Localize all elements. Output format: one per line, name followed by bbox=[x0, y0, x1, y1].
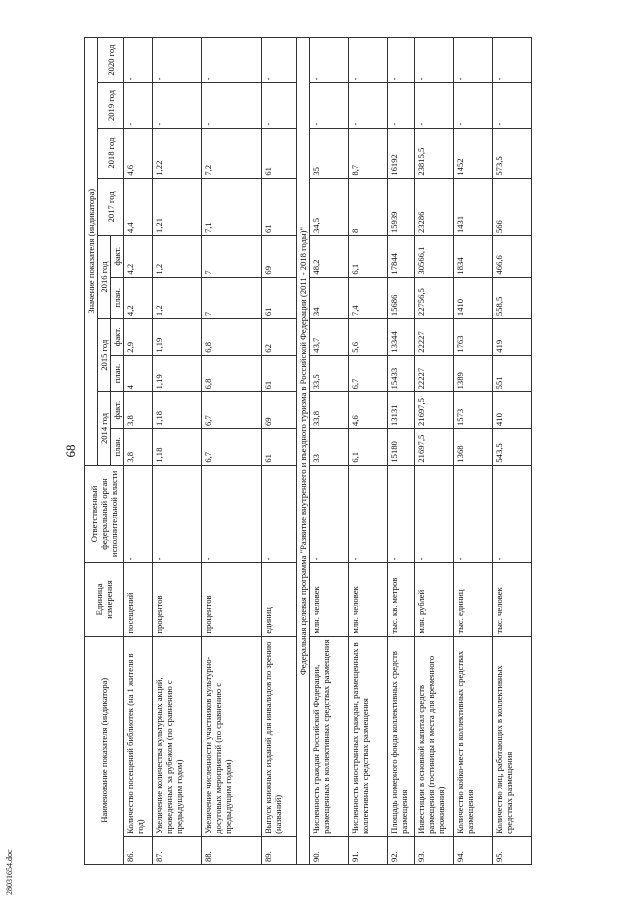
cell-2014-plan: 543,5 bbox=[493, 429, 532, 466]
row-agency: - bbox=[349, 465, 388, 563]
header-year-2020: 2020 год bbox=[98, 38, 124, 83]
cell-2015-fact: 1763 bbox=[454, 319, 493, 356]
cell-2015-plan: 15433 bbox=[388, 355, 415, 392]
cell-2015-plan: 1389 bbox=[454, 355, 493, 392]
header-values-title: Значение показателя (индикатора) bbox=[85, 38, 98, 466]
row-agency: - bbox=[124, 465, 153, 563]
cell-2016-fact: 17844 bbox=[388, 236, 415, 278]
table-row bbox=[388, 38, 415, 865]
cell-2014-plan: 1,18 bbox=[153, 429, 202, 466]
cell-2018: 8,7 bbox=[349, 128, 388, 178]
row-unit: тыс. единиц bbox=[454, 563, 493, 636]
header-year-2014: 2014 год bbox=[98, 392, 111, 465]
cell-2019: - bbox=[388, 83, 415, 128]
document-id-text: 28031654.doc bbox=[5, 849, 14, 895]
cell-2014-plan: 3,8 bbox=[124, 429, 153, 466]
row-unit: млн. человек bbox=[310, 563, 349, 636]
row-unit: единиц bbox=[262, 563, 297, 636]
cell-2015-plan: 22227 bbox=[415, 355, 454, 392]
cell-2020: - bbox=[493, 38, 532, 83]
cell-2016-plan: 4,2 bbox=[124, 277, 153, 319]
row-indicator-name: Численность граждан Российской Федерации, размещенных в коллективных средствах размещения bbox=[310, 636, 349, 836]
row-number: 88. bbox=[202, 836, 262, 864]
row-unit: процентов bbox=[202, 563, 262, 636]
page-number: 68 bbox=[63, 444, 78, 458]
table-row bbox=[124, 38, 153, 865]
cell-2014-plan: 6,7 bbox=[202, 429, 262, 466]
cell-2020: - bbox=[262, 38, 297, 83]
cell-2020: - bbox=[202, 38, 262, 83]
cell-2016-fact: 4,2 bbox=[124, 236, 153, 278]
cell-2014-plan: 1368 bbox=[454, 429, 493, 466]
cell-2016-plan: 7,4 bbox=[349, 277, 388, 319]
cell-2014-fact: 410 bbox=[493, 392, 532, 429]
cell-2016-fact: 7 bbox=[202, 236, 262, 278]
cell-2015-fact: 43,7 bbox=[310, 319, 349, 356]
cell-2019: - bbox=[202, 83, 262, 128]
cell-2014-fact: 1,18 bbox=[153, 392, 202, 429]
cell-2014-fact: 3,8 bbox=[124, 392, 153, 429]
cell-2016-plan: 61 bbox=[262, 277, 297, 319]
header-plan: план. bbox=[111, 355, 124, 392]
row-indicator-name: Увеличение численности участников культурно-досуговых мероприятий (по сравнению с предыдущим годом) bbox=[202, 636, 262, 836]
cell-2020: - bbox=[124, 38, 153, 83]
cell-2018: 1452 bbox=[454, 128, 493, 178]
header-year-2017: 2017 год bbox=[98, 178, 124, 235]
cell-2014-plan: 21697,5 bbox=[415, 429, 454, 466]
row-agency: - bbox=[262, 465, 297, 563]
cell-2016-fact: 1,2 bbox=[153, 236, 202, 278]
cell-2014-fact: 13131 bbox=[388, 392, 415, 429]
cell-2016-fact: 48,2 bbox=[310, 236, 349, 278]
cell-2016-fact: 69 bbox=[262, 236, 297, 278]
cell-2017: 566 bbox=[493, 178, 532, 235]
header-plan: план. bbox=[111, 277, 124, 319]
row-number: 91. bbox=[349, 836, 388, 864]
cell-2016-plan: 558,5 bbox=[493, 277, 532, 319]
cell-2017: 1431 bbox=[454, 178, 493, 235]
cell-2016-plan: 15686 bbox=[388, 277, 415, 319]
row-indicator-name: Количество посещений библиотек (на 1 жителя в год) bbox=[124, 636, 153, 836]
cell-2016-plan: 34 bbox=[310, 277, 349, 319]
row-agency: - bbox=[493, 465, 532, 563]
row-indicator-name: Количество лиц, работающих в коллективных средствах размещения bbox=[493, 636, 532, 836]
cell-2020: - bbox=[349, 38, 388, 83]
cell-2014-fact: 69 bbox=[262, 392, 297, 429]
header-year-2016: 2016 год bbox=[98, 236, 111, 319]
cell-2016-fact: 466,6 bbox=[493, 236, 532, 278]
cell-2018: 1,22 bbox=[153, 128, 202, 178]
table-row bbox=[493, 38, 532, 865]
cell-2020: - bbox=[388, 38, 415, 83]
row-number: 90. bbox=[310, 836, 349, 864]
cell-2018: 4,6 bbox=[124, 128, 153, 178]
cell-2019: - bbox=[310, 83, 349, 128]
header-unit: Единица измерения bbox=[85, 563, 124, 636]
cell-2015-plan: 61 bbox=[262, 355, 297, 392]
cell-2015-fact: 13344 bbox=[388, 319, 415, 356]
cell-2018: 573,5 bbox=[493, 128, 532, 178]
header-fact: факт. bbox=[111, 236, 124, 278]
header-plan: план. bbox=[111, 429, 124, 466]
table-row bbox=[153, 38, 202, 865]
cell-2015-fact: 62 bbox=[262, 319, 297, 356]
cell-2016-plan: 1410 bbox=[454, 277, 493, 319]
table-row bbox=[349, 38, 388, 865]
cell-2015-plan: 33,5 bbox=[310, 355, 349, 392]
cell-2015-fact: 1,19 bbox=[153, 319, 202, 356]
cell-2020: - bbox=[415, 38, 454, 83]
cell-2020: - bbox=[310, 38, 349, 83]
table-row bbox=[202, 38, 262, 865]
cell-2015-plan: 1,19 bbox=[153, 355, 202, 392]
row-indicator-name: Увеличение количества культурных акций, проведенных за рубежом (по сравнению с предыдущим годом) bbox=[153, 636, 202, 836]
cell-2014-plan: 61 bbox=[262, 429, 297, 466]
cell-2016-plan: 7 bbox=[202, 277, 262, 319]
row-number: 89. bbox=[262, 836, 297, 864]
row-number: 87. bbox=[153, 836, 202, 864]
cell-2019: - bbox=[454, 83, 493, 128]
header-year-2015: 2015 год bbox=[98, 319, 111, 392]
cell-2020: - bbox=[153, 38, 202, 83]
cell-2017: 8 bbox=[349, 178, 388, 235]
cell-2019: - bbox=[124, 83, 153, 128]
row-unit: млн. человек bbox=[349, 563, 388, 636]
cell-2018: 23815,5 bbox=[415, 128, 454, 178]
row-indicator-name: Выпуск книжных изданий для инвалидов по зрению (названий) bbox=[262, 636, 297, 836]
header-name: Наименование показателя (индикатора) bbox=[85, 636, 124, 864]
header-fact: факт. bbox=[111, 392, 124, 429]
cell-2015-fact: 6,8 bbox=[202, 319, 262, 356]
row-number: 92. bbox=[388, 836, 415, 864]
cell-2015-fact: 22227 bbox=[415, 319, 454, 356]
row-indicator-name: Площадь номерного фонда коллективных средств размещения bbox=[388, 636, 415, 836]
cell-2016-plan: 1,2 bbox=[153, 277, 202, 319]
row-number: 93. bbox=[415, 836, 454, 864]
cell-2019: - bbox=[262, 83, 297, 128]
row-agency: - bbox=[202, 465, 262, 563]
cell-2015-fact: 5,6 bbox=[349, 319, 388, 356]
cell-2018: 61 bbox=[262, 128, 297, 178]
cell-2019: - bbox=[153, 83, 202, 128]
cell-2014-plan: 15180 bbox=[388, 429, 415, 466]
row-agency: - bbox=[310, 465, 349, 563]
cell-2017: 34,5 bbox=[310, 178, 349, 235]
cell-2014-fact: 33,8 bbox=[310, 392, 349, 429]
cell-2019: - bbox=[415, 83, 454, 128]
row-indicator-name: Инвестиции в основной капитал средств размещения (гостиницы и места для временного проживания) bbox=[415, 636, 454, 836]
document-id bbox=[5, 849, 17, 895]
header-year-2019: 2019 год bbox=[98, 83, 124, 128]
cell-2015-plan: 6,7 bbox=[349, 355, 388, 392]
cell-2016-fact: 1834 bbox=[454, 236, 493, 278]
table-row bbox=[262, 38, 297, 865]
cell-2014-fact: 6,7 bbox=[202, 392, 262, 429]
cell-2015-plan: 6,8 bbox=[202, 355, 262, 392]
row-indicator-name: Количество койко-мест в коллективных средствах размещения bbox=[454, 636, 493, 836]
cell-2015-plan: 551 bbox=[493, 355, 532, 392]
cell-2016-plan: 22756,5 bbox=[415, 277, 454, 319]
row-agency: - bbox=[415, 465, 454, 563]
cell-2014-fact: 21697,5 bbox=[415, 392, 454, 429]
section-row bbox=[297, 38, 310, 865]
cell-2017: 61 bbox=[262, 178, 297, 235]
cell-2016-fact: 30566,1 bbox=[415, 236, 454, 278]
header-year-2018: 2018 год bbox=[98, 128, 124, 178]
cell-2014-plan: 6,1 bbox=[349, 429, 388, 466]
cell-2018: 35 bbox=[310, 128, 349, 178]
cell-2015-fact: 419 bbox=[493, 319, 532, 356]
cell-2015-fact: 2,9 bbox=[124, 319, 153, 356]
row-agency: - bbox=[388, 465, 415, 563]
row-unit: посещений bbox=[124, 563, 153, 636]
table-row bbox=[310, 38, 349, 865]
cell-2014-plan: 33 bbox=[310, 429, 349, 466]
section-title: Федеральная целевая программа "Развитие внутреннего и въездного туризма в Российской Федерации (2011 - 2018 годы)" bbox=[297, 38, 310, 865]
cell-2014-fact: 1573 bbox=[454, 392, 493, 429]
row-number: 86. bbox=[124, 836, 153, 864]
row-number: 94. bbox=[454, 836, 493, 864]
cell-2015-plan: 4 bbox=[124, 355, 153, 392]
cell-2018: 7,2 bbox=[202, 128, 262, 178]
row-unit: тыс. кв. метров bbox=[388, 563, 415, 636]
cell-2018: 16192 bbox=[388, 128, 415, 178]
row-unit: млн. рублей bbox=[415, 563, 454, 636]
rotated-page-content bbox=[62, 37, 625, 865]
cell-2017: 15939 bbox=[388, 178, 415, 235]
row-indicator-name: Численность иностранных граждан, размещенных в коллективных средствах размещения bbox=[349, 636, 388, 836]
cell-2014-fact: 4,6 bbox=[349, 392, 388, 429]
row-agency: - bbox=[153, 465, 202, 563]
cell-2017: 7,1 bbox=[202, 178, 262, 235]
cell-2019: - bbox=[493, 83, 532, 128]
cell-2020: - bbox=[454, 38, 493, 83]
row-unit: процентов bbox=[153, 563, 202, 636]
row-agency: - bbox=[454, 465, 493, 563]
row-number: 95. bbox=[493, 836, 532, 864]
row-unit: тыс. человек bbox=[493, 563, 532, 636]
header-agency: Ответственный федеральный орган исполнительной власти bbox=[85, 465, 124, 563]
indicators-table bbox=[84, 37, 532, 865]
cell-2016-fact: 6,1 bbox=[349, 236, 388, 278]
table-row bbox=[415, 38, 454, 865]
table-row bbox=[454, 38, 493, 865]
cell-2019: - bbox=[349, 83, 388, 128]
cell-2017: 4,4 bbox=[124, 178, 153, 235]
cell-2017: 1,21 bbox=[153, 178, 202, 235]
cell-2017: 23286 bbox=[415, 178, 454, 235]
header-fact: факт. bbox=[111, 319, 124, 356]
